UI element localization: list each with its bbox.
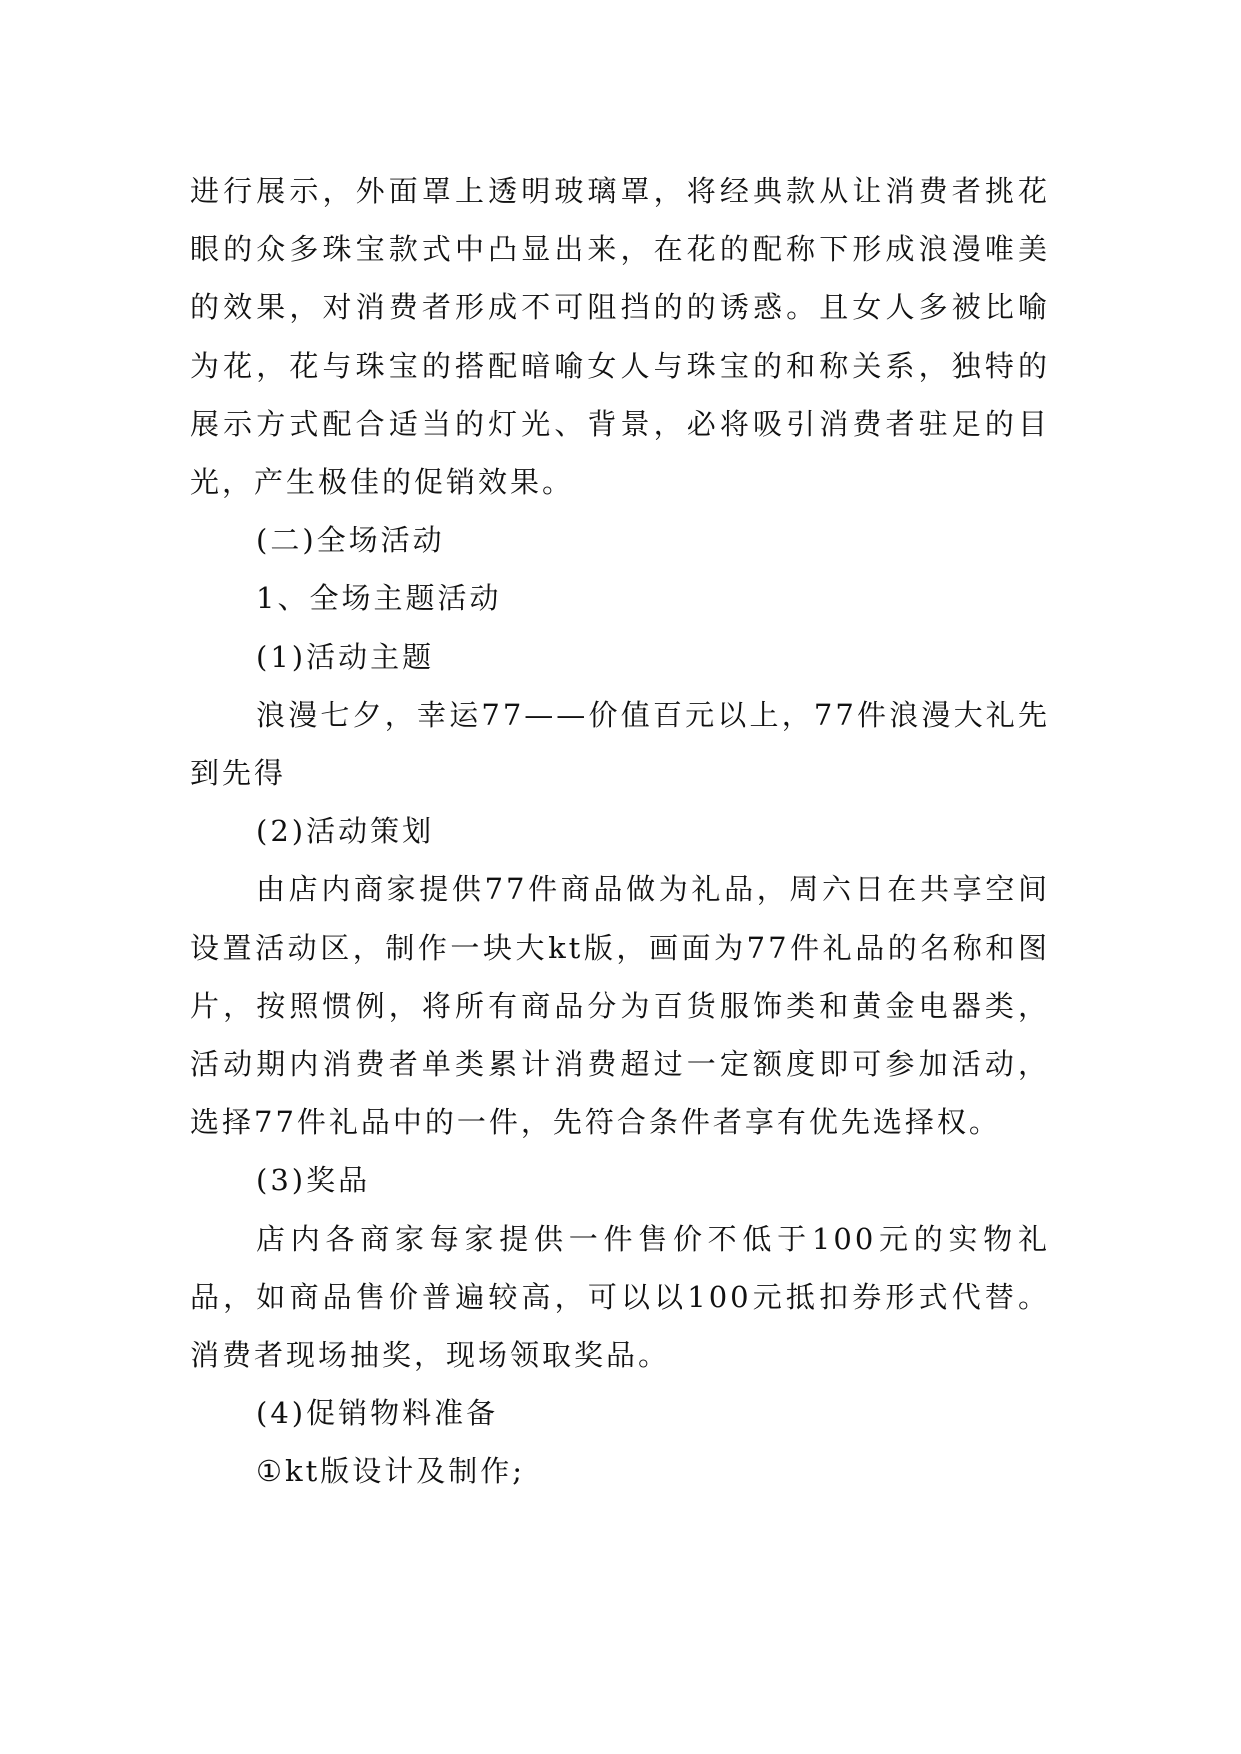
heading-activity-1: 1、全场主题活动 [256, 581, 502, 616]
heading-prizes: (3)奖品 [256, 1163, 371, 1198]
paragraph-activity-planning: 由店内商家提供77件商品做为礼品，周六日在共享空间设置活动区，制作一块大kt版，画面为77件礼品的名称和图片，按照惯例，将所有商品分为百货服饰类和黄金电器类，活动期内消费者单类累计消费超过一定额度即可参加活动，选择77件礼品中的一件，先符合条件者享有优先选择权。 [190, 872, 1050, 1140]
paragraph-activity-theme: 浪漫七夕，幸运77——价值百元以上，77件浪漫大礼先到先得 [190, 697, 1050, 791]
heading-materials: (4)促销物料准备 [256, 1396, 499, 1431]
list-item-materials-1: ①kt版设计及制作; [256, 1454, 525, 1489]
paragraph-display-description: 进行展示，外面罩上透明玻璃罩，将经典款从让消费者挑花眼的众多珠宝款式中凸显出来，在花的配称下形成浪漫唯美的效果，对消费者形成不可阻挡的的诱惑。且女人多被比喻为花，花与珠宝的搭配暗喻女人与珠宝的和称关系，独特的展示方式配合适当的灯光、背景，必将吸引消费者驻足的目光，产生极佳的促销效果。 [190, 174, 1050, 500]
heading-activity-planning: (2)活动策划 [256, 814, 435, 849]
document-body [190, 162, 1050, 1501]
heading-activity-theme: (1)活动主题 [256, 639, 435, 674]
heading-section-2: (二)全场活动 [256, 523, 445, 558]
paragraph-prizes: 店内各商家每家提供一件售价不低于100元的实物礼品，如商品售价普遍较高，可以以100元抵扣券形式代替。消费者现场抽奖，现场领取奖品。 [190, 1221, 1050, 1373]
